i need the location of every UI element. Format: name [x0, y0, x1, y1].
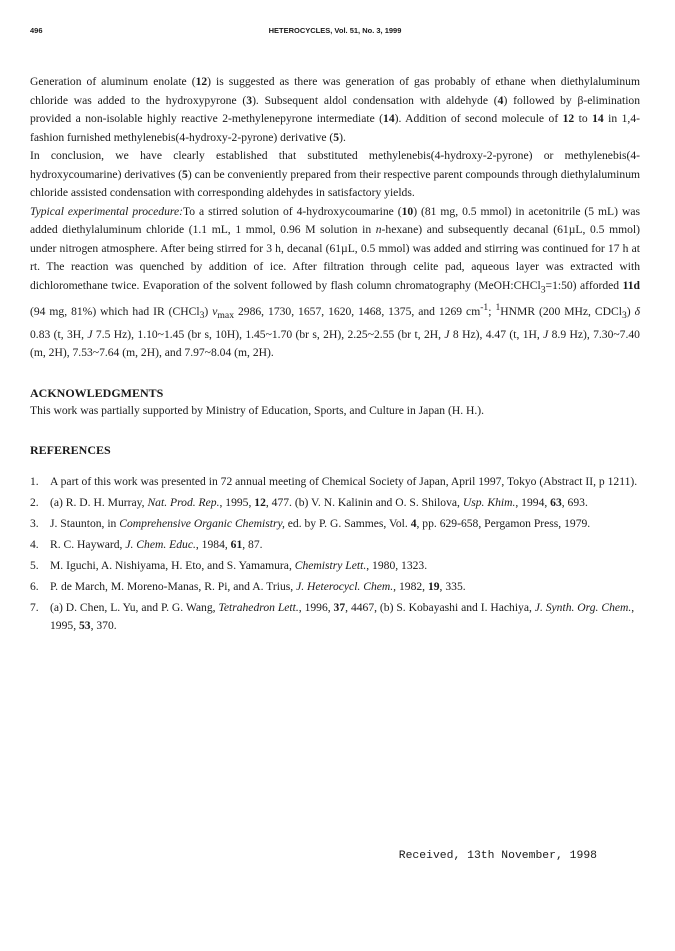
paragraph-conclusion: In conclusion, we have clearly established that substituted methylenebis(4-hydroxy-2-pyrone) or methylenebis(4-hydroxycoumarine) derivatives (5) can be conveniently prepared from their respective parent compounds through diethylaluminum chloride assisted condensation with corresponding aldehydes in satisfactory yields.	[30, 149, 641, 199]
reference-item: 3. J. Staunton, in Comprehensive Organic Chemistry, ed. by P. G. Sammes, Vol. 4, pp. 629-658, Pergamon Press, 1979.	[30, 517, 591, 531]
reference-item: 5. M. Iguchi, A. Nishiyama, H. Eto, and S. Yamamura, Chemistry Lett., 1980, 1323.	[30, 559, 428, 573]
page-body	[30, 73, 640, 638]
acknowledgments-text: This work was partially supported by Ministry of Education, Sports, and Culture in Japan (H. H.).	[30, 404, 485, 418]
reference-list	[30, 473, 640, 635]
reference-item: 4. R. C. Hayward, J. Chem. Educ., 1984, 61, 87.	[30, 538, 263, 552]
reference-item: 7. (a) D. Chen, L. Yu, and P. G. Wang, Tetrahedron Lett., 1996, 37, 4467, (b) S. Kobayashi and I. Hachiya, J. Synth. Org. Chem., 1995, 53, 370.	[30, 601, 635, 633]
page-number: 496	[30, 26, 43, 35]
received-date: Received, 13th November, 1998	[398, 850, 597, 862]
acknowledgments-heading: ACKNOWLEDGMENTS	[30, 385, 164, 400]
paragraph-procedure: Typical experimental procedure:To a stirred solution of 4-hydroxycoumarine (10) (81 mg, 0.5 mmol) in acetonitrile (5 mL) was added diethylaluminum chloride (1.1 mL, 1 mmol, 0.96 M solution in n-hexane) and subsequently decanal (61µL, 0.5 mmol) under nitrogen atmosphere. After being stirred for 3 h, decanal (61µL, 0.5 mmol) was added and stirring was continued for 17 h at rt. The reaction was quenched by addition of ice. After filtration through celite pad, aqueous layer was extracted with dichloromethane twice. Evaporation of the solvent followed by flash column chromatography (MeOH:CHCl$_3$=1:50) afforded 11d (94 mg, 81%) which had IR (CHCl$_3$) $\nu_{max}$ 2986, 1730, 1657, 1620, 1468, 1375, and 1269 $cm^{-1}$; $^1$HNMR (200 MHz, CDCl$_3$) δ 0.83 (t, 3H, J 7.5 Hz), 1.10~1.45 (br s, 10H), 1.45~1.70 (br s, 2H), 2.25~2.55 (br t, 2H, J 8 Hz), 4.47 (t, 1H, J 8.9 Hz), 7.30~7.40 (m, 2H), 7.53~7.64 (m, 2H), and 7.97~8.04 (m, 2H).	[30, 204, 641, 360]
reference-item: 1. A part of this work was presented in 72 annual meeting of Chemical Society of Japan, April 1997, Tokyo (Abstract II, p 1211).	[30, 475, 638, 489]
references-heading: REFERENCES	[30, 442, 111, 457]
reference-item: 2. (a) R. D. H. Murray, Nat. Prod. Rep., 1995, 12, 477. (b) V. N. Kalinin and O. S. Shilova, Usp. Khim., 1994, 63, 693.	[30, 496, 588, 510]
reference-item: 6. P. de March, M. Moreno-Manas, R. Pi, and A. Trius, J. Heterocycl. Chem., 1982, 19, 335.	[30, 580, 466, 594]
running-header	[30, 26, 640, 40]
journal-header: HETEROCYCLES, Vol. 51, No. 3, 1999	[268, 26, 402, 35]
paragraph-mechanism: Generation of aluminum enolate (12) is suggested as there was generation of gas probably of ethane when diethylaluminum chloride was added to the hydroxypyrone (3). Subsequent aldol condensation with aldehyde (4) followed by β-elimination provided a non-isolable highly reactive 2-methylenepyrone intermediate (14). Addition of second molecule of 12 to 14 in 1,4-fashion furnished methylenebis(4-hydroxy-2-pyrone) derivative (5).	[30, 75, 641, 144]
